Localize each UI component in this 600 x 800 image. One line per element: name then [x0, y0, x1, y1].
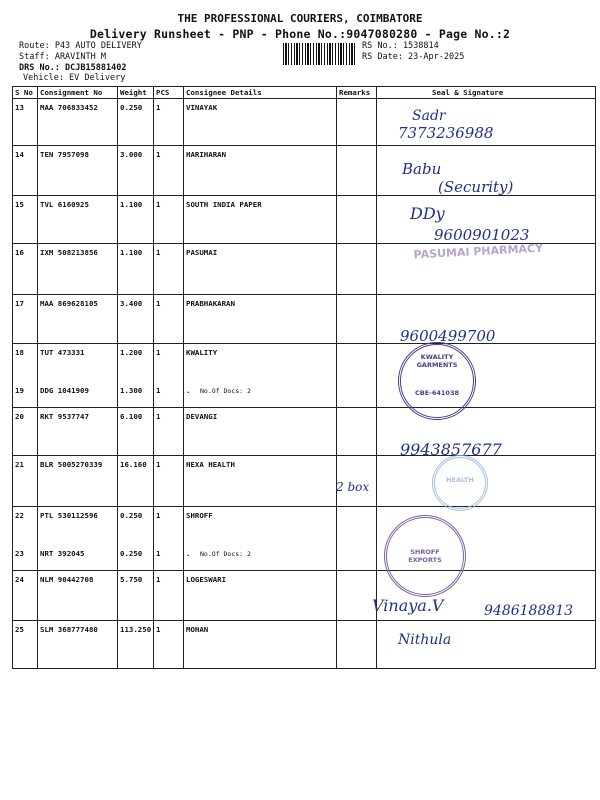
signature-15-phone: 9600901023	[434, 226, 530, 244]
row-pcs: 1	[154, 507, 184, 545]
row-remarks	[337, 344, 377, 382]
row-remarks	[337, 196, 377, 244]
row-sno: 19	[13, 382, 38, 408]
consignee-dot: .	[186, 385, 191, 395]
remark-21-note: 2 box	[336, 480, 370, 494]
vehicle-label: Vehicle: EV Delivery	[23, 73, 126, 83]
col-remarks: Remarks	[337, 87, 377, 99]
barcode	[283, 43, 355, 65]
row-weight: 16.160	[118, 456, 154, 507]
signature-13-name: Sadr	[412, 108, 446, 124]
kwality-stamp	[398, 342, 476, 420]
row-consignment: NLM 90442708	[38, 571, 118, 621]
row-consignee: LOGESWARI	[184, 571, 337, 621]
table-row	[13, 507, 596, 545]
signature-24-name: Vinaya.V	[372, 596, 444, 615]
row-consignment: RKT 9537747	[38, 408, 118, 456]
row-consignee: SHROFF	[184, 507, 337, 545]
row-remarks	[337, 545, 377, 571]
row-consignee: PRABHAKARAN	[184, 295, 337, 344]
health-stamp-text: HEALTH	[446, 476, 474, 484]
row-consignee: HEXA HEALTH	[184, 456, 337, 507]
col-consignee: Consignee Details	[184, 87, 337, 99]
staff-label: Staff: ARAVINTH M	[19, 52, 106, 62]
row-pcs: 1	[154, 244, 184, 295]
col-weight: Weight	[118, 87, 154, 99]
row-weight: 3.000	[118, 146, 154, 196]
row-pcs: 1	[154, 295, 184, 344]
row-sno: 22	[13, 507, 38, 545]
row-consignment: SLM 368777480	[38, 621, 118, 669]
docs-count: No.Of Docs: 2	[200, 549, 251, 558]
row-consignment: PTL 530112596	[38, 507, 118, 545]
row-weight: 5.750	[118, 571, 154, 621]
rs-date: RS Date: 23-Apr-2025	[362, 52, 465, 62]
row-consignee	[184, 545, 337, 571]
row-pcs: 1	[154, 456, 184, 507]
pharmacy-stamp-text: PASUMAI PHARMACY	[413, 241, 544, 262]
row-weight: 113.250	[118, 621, 154, 669]
row-consignment: TUT 473331	[38, 344, 118, 382]
row-sno: 14	[13, 146, 38, 196]
drs-label: DRS No.: DCJB15881402	[19, 63, 127, 73]
row-remarks	[337, 146, 377, 196]
row-consignee: VINAYAK	[184, 99, 337, 146]
table-row	[13, 295, 596, 344]
row-consignee: SOUTH INDIA PAPER	[184, 196, 337, 244]
row-pcs: 1	[154, 621, 184, 669]
route-label: Route: P43 AUTO DELIVERY	[19, 41, 142, 51]
row-consignee	[184, 382, 337, 408]
table-row	[13, 344, 596, 382]
row-pcs: 1	[154, 408, 184, 456]
col-sno: S No	[13, 87, 38, 99]
row-consignment: TEN 7957098	[38, 146, 118, 196]
docs-count: No.Of Docs: 2	[200, 386, 251, 395]
row-consignee: PASUMAI	[184, 244, 337, 295]
row-weight: 1.100	[118, 196, 154, 244]
row-pcs: 1	[154, 146, 184, 196]
row-weight: 1.200	[118, 344, 154, 382]
shroff-stamp	[384, 515, 466, 597]
rs-number: RS No.: 1538814	[362, 41, 439, 51]
health-stamp	[432, 455, 488, 511]
kwality-stamp-code: CBE-641038	[415, 389, 459, 397]
row-consignment: MAA 869628105	[38, 295, 118, 344]
col-signature: Seal & Signature	[377, 87, 596, 99]
signature-13-phone: 7373236988	[398, 124, 494, 142]
table-row	[13, 621, 596, 669]
row-consignee: MOHAN	[184, 621, 337, 669]
signature-17-phone: 9600499700	[400, 327, 496, 345]
row-remarks	[337, 244, 377, 295]
col-consignment: Consignment No	[38, 87, 118, 99]
signature-24-phone: 9486188813	[484, 603, 574, 619]
runsheet-subtitle: Delivery Runsheet - PNP - Phone No.:9047080280 - Page No.:2	[89, 27, 511, 41]
row-sno: 17	[13, 295, 38, 344]
row-weight: 1.300	[118, 382, 154, 408]
row-remarks	[337, 382, 377, 408]
table-row	[13, 99, 596, 146]
row-sno: 20	[13, 408, 38, 456]
row-weight: 6.100	[118, 408, 154, 456]
row-remarks	[337, 621, 377, 669]
row-weight: 3.400	[118, 295, 154, 344]
consignee-dot: .	[186, 548, 191, 558]
row-pcs: 1	[154, 571, 184, 621]
row-weight: 0.250	[118, 99, 154, 146]
row-consignment: IXM 508213856	[38, 244, 118, 295]
row-sno: 23	[13, 545, 38, 571]
row-remarks	[337, 295, 377, 344]
row-weight: 0.250	[118, 545, 154, 571]
row-consignee: DEVANGI	[184, 408, 337, 456]
row-remarks	[337, 571, 377, 621]
row-pcs: 1	[154, 344, 184, 382]
row-consignment: DDG 1041909	[38, 382, 118, 408]
row-weight: 0.250	[118, 507, 154, 545]
row-sno: 16	[13, 244, 38, 295]
row-pcs: 1	[154, 382, 184, 408]
signature-25-name: Nithula	[398, 632, 452, 648]
row-remarks	[337, 408, 377, 456]
row-remarks	[337, 507, 377, 545]
row-sno: 25	[13, 621, 38, 669]
row-consignee: HARIHARAN	[184, 146, 337, 196]
row-remarks	[337, 99, 377, 146]
row-consignee: KWALITY	[184, 344, 337, 382]
table-header-row	[13, 87, 596, 99]
signature-20-phone: 9943857677	[400, 440, 502, 459]
runsheet-table	[12, 86, 596, 669]
row-pcs: 1	[154, 99, 184, 146]
row-pcs: 1	[154, 196, 184, 244]
row-sno: 13	[13, 99, 38, 146]
table-row	[13, 456, 596, 507]
row-consignment: MAA 706833452	[38, 99, 118, 146]
row-sno: 18	[13, 344, 38, 382]
row-consignment: BLR 5005270339	[38, 456, 118, 507]
col-pcs: PCS	[154, 87, 184, 99]
row-consignment: NRT 392045	[38, 545, 118, 571]
kwality-stamp-text: KWALITY GARMENTS	[416, 353, 458, 369]
signature-14-name: Babu	[402, 160, 442, 178]
table-row	[13, 408, 596, 456]
signature-15-name: DDy	[410, 204, 445, 223]
row-sno: 15	[13, 196, 38, 244]
signature-14-note: (Security)	[438, 178, 514, 196]
row-weight: 1.100	[118, 244, 154, 295]
row-pcs: 1	[154, 545, 184, 571]
shroff-stamp-text: SHROFF EXPORTS	[408, 548, 442, 564]
row-sno: 21	[13, 456, 38, 507]
row-sno: 24	[13, 571, 38, 621]
company-title: THE PROFESSIONAL COURIERS, COIMBATORE	[177, 12, 423, 25]
row-consignment: TVL 6160925	[38, 196, 118, 244]
